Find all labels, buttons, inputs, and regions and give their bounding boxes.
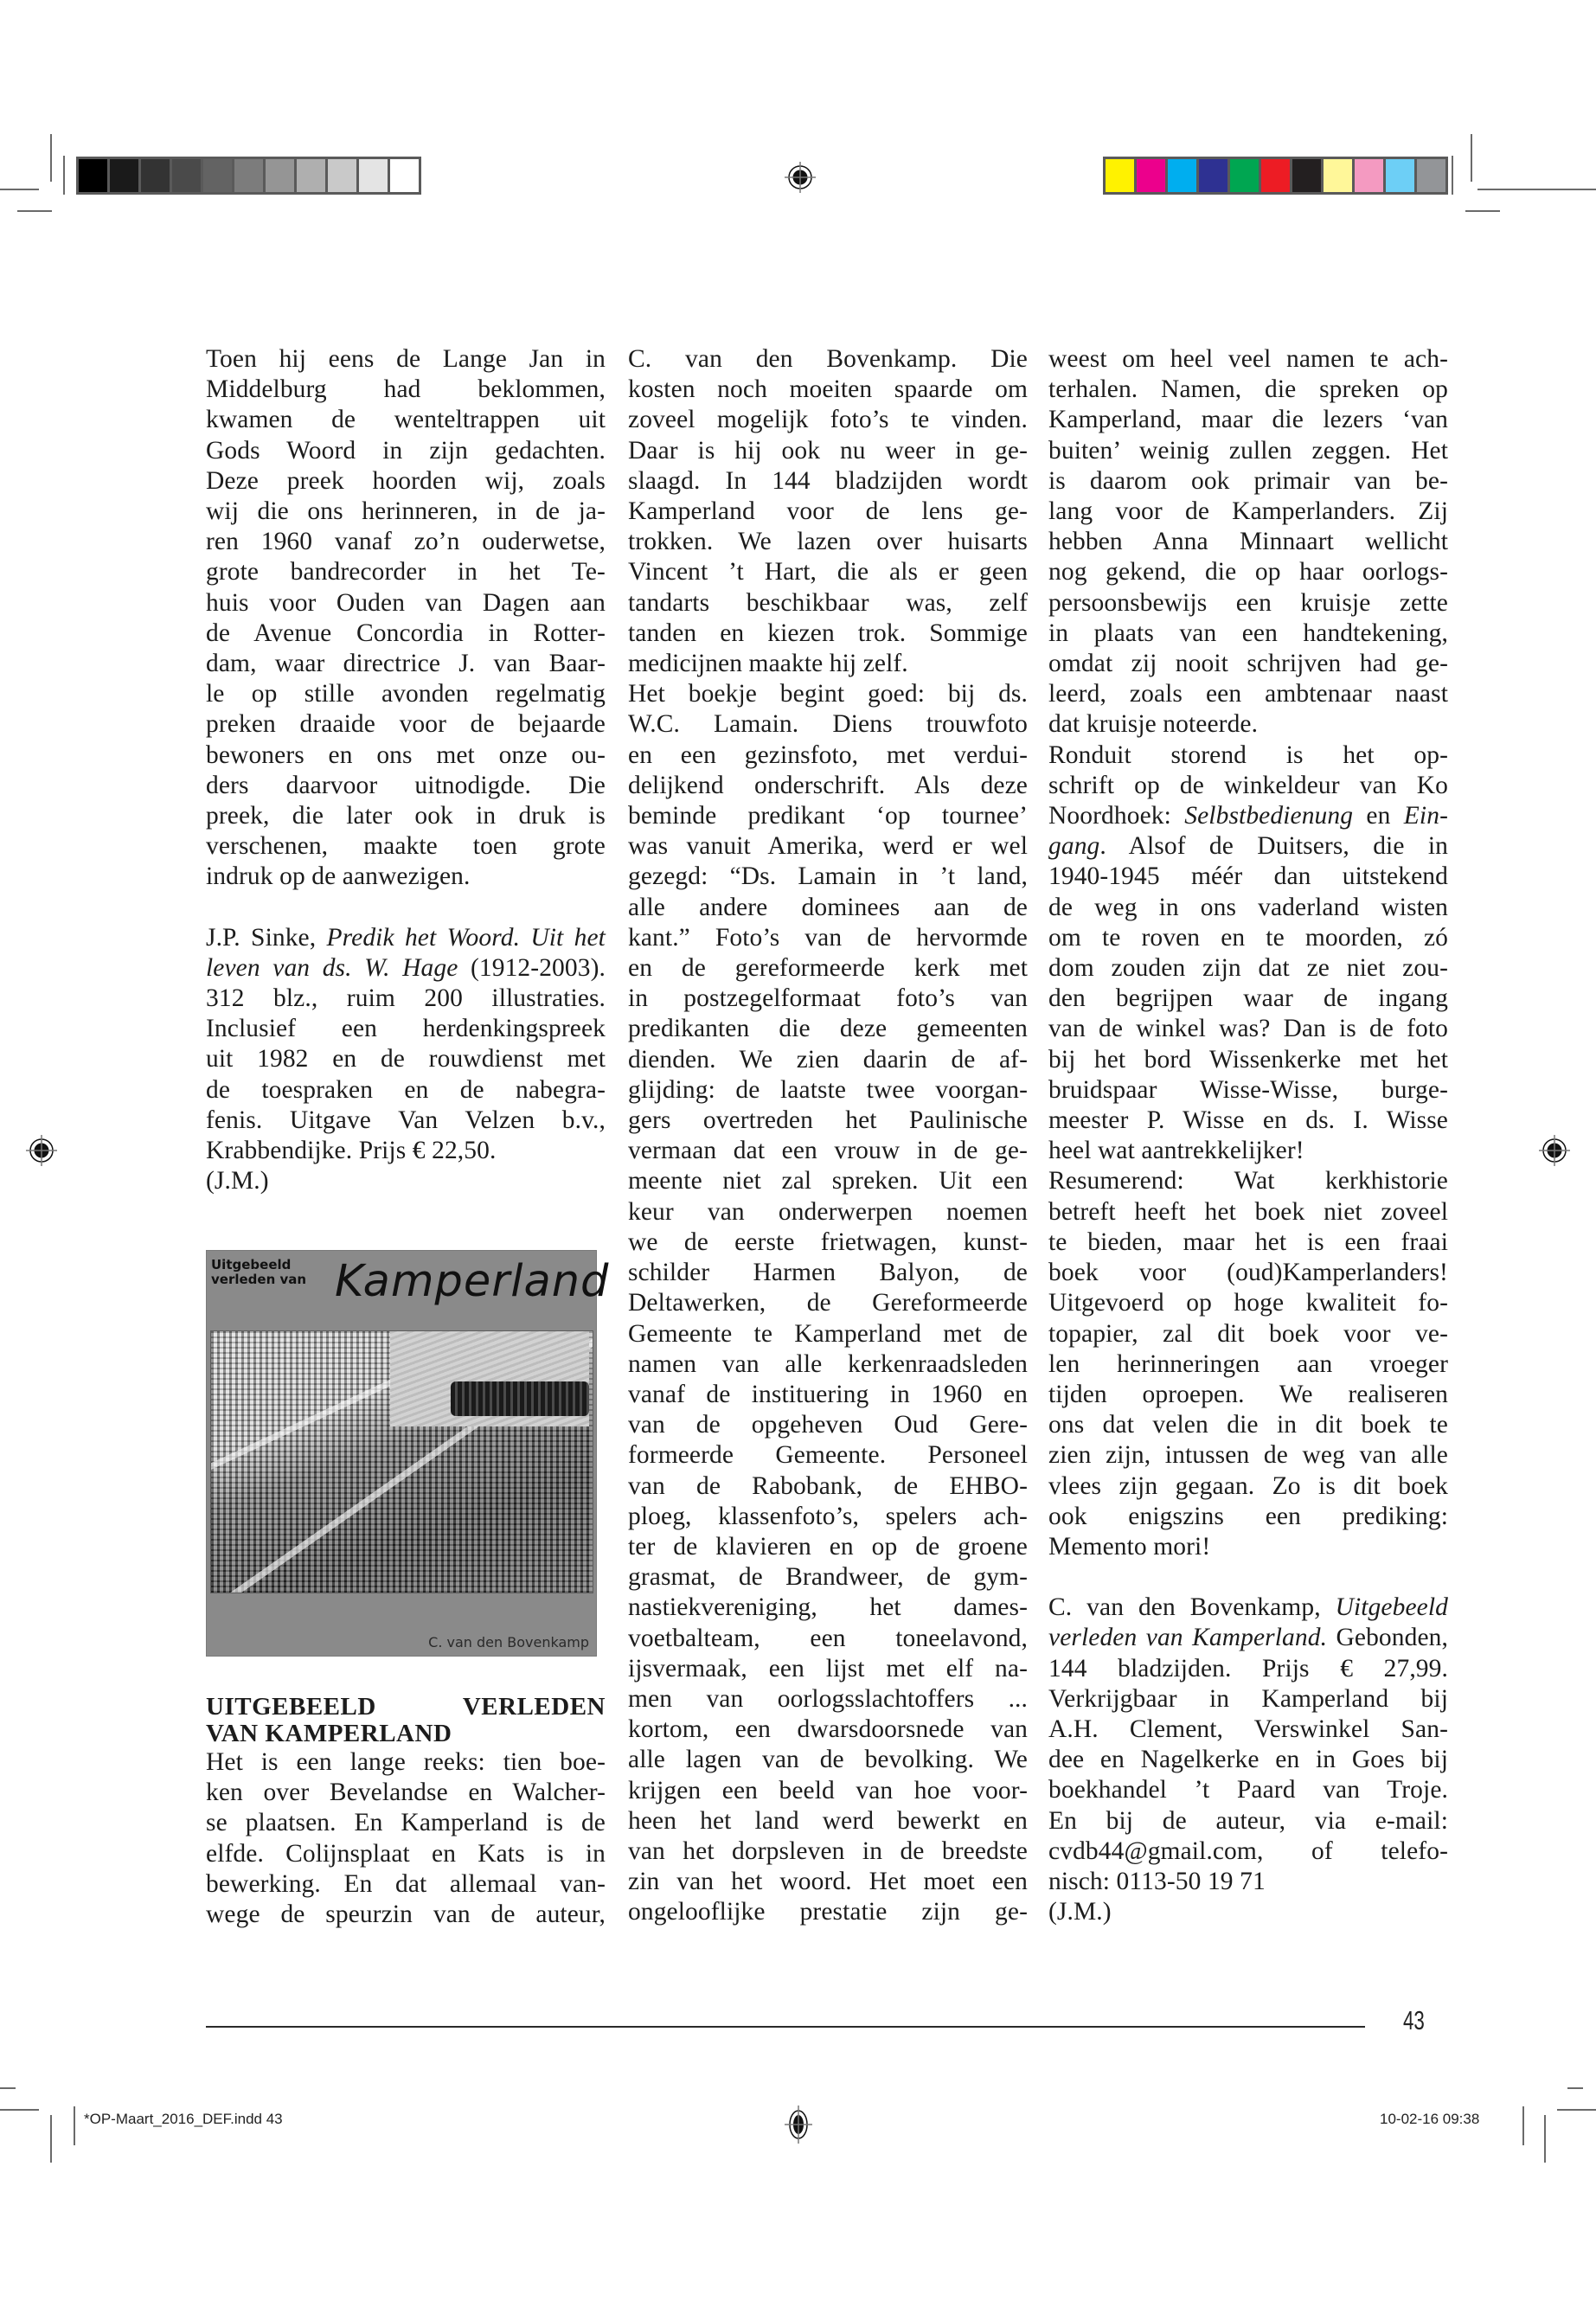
registration-target-icon <box>24 1133 59 1168</box>
text-line: persoonsbewijs een kruisje zette <box>1048 588 1448 617</box>
text-line: ken over Bevelandse en Walcher- <box>206 1779 606 1807</box>
text-line: heen het land werd bewerkt en <box>628 1806 1028 1835</box>
book-title: verleden van Kamperland. <box>1048 1624 1328 1652</box>
text-line: keur van onderwerpen noemen <box>628 1197 1028 1226</box>
text-line: ook enigszins een prediking: <box>1048 1502 1448 1530</box>
text-line: alle lagen van de bevolking. We <box>628 1746 1028 1774</box>
text-line: alle andere dominees aan de <box>628 893 1028 921</box>
text-line: meester P. Wisse en ds. I. Wisse <box>1048 1106 1448 1135</box>
text-line: Gods Woord in zijn gedachten. <box>206 436 606 465</box>
text-line: En bij de auteur, via e-mail: <box>1048 1806 1448 1835</box>
text-line: kant.” Foto’s van de hervormde <box>628 923 1028 952</box>
text-line: van het dorpsleven in de breedste <box>628 1836 1028 1865</box>
text-line: ders daarvoor uitnodigde. Die <box>206 771 606 799</box>
gray-swatch <box>297 159 325 192</box>
text-line: wij die ons herinneren, in de ja- <box>206 497 606 526</box>
text-line: Deltawerken, de Gereformeerde <box>628 1289 1028 1317</box>
color-swatch <box>1137 159 1165 192</box>
tree-row <box>451 1381 589 1416</box>
text-line: boek voor (oud)Kamperlanders! <box>1048 1259 1448 1287</box>
gray-swatch <box>390 159 419 192</box>
text-line: preken draaide voor de bejaarde <box>206 710 606 739</box>
text-line: is daarom ook primair van be- <box>1048 466 1448 495</box>
article-paragraph <box>206 1747 606 1930</box>
crop-mark <box>1522 2106 1524 2145</box>
text-line: huis voor Ouden van Dagen aan <box>206 588 606 617</box>
article-paragraph <box>206 344 606 893</box>
color-calibration-bar <box>1103 157 1448 195</box>
crop-mark <box>1465 210 1500 212</box>
text-line: W.C. Lamain. Diens trouwfoto <box>628 710 1028 739</box>
text-line: namen van alle kerkenraadsleden <box>628 1349 1028 1378</box>
book-citation-2: C. van den Bovenkamp, Uitgebeeld verleden van Kamperland. Gebonden, 144 bladzijden. Prijs € 27,99. Verkrijgbaar in Kamperland bij A.H. Clement, Verswinkel San- dee en Nagelkerke en in Goes bij boekhandel ’t Paard van Troje. En bij de auteur, via e-mail: cvdb44@gmail.com, of telefo- nisch: 0113-50 19 71 (J.M.) <box>1048 1593 1448 1927</box>
text-line: dienden. We zien daarin de af- <box>628 1045 1028 1074</box>
text-line: kortom, een dwarsdoorsnede van <box>628 1715 1028 1744</box>
text-line: medicijnen maakte hij zelf. <box>628 650 908 678</box>
text-line: kwamen de wenteltrappen uit <box>206 406 606 434</box>
text-line: glijding: de laatste twee voorgan- <box>628 1075 1028 1104</box>
crop-mark <box>63 156 65 195</box>
crop-mark <box>50 2115 52 2163</box>
crop-mark <box>0 2087 16 2089</box>
text-line: elfde. Colijnsplaat en Kats is in <box>206 1839 606 1868</box>
text-line: de Avenue Concordia in Rotter- <box>206 619 606 647</box>
text-line: ons dat velen die in dit boek te <box>1048 1411 1448 1439</box>
text-line: Resumerend: Wat kerkhistorie <box>1048 1167 1448 1195</box>
text-line: ren 1960 vanaf zo’n ouderwetse, <box>206 528 606 556</box>
text-line: indruk op de aanwezigen. <box>206 862 471 891</box>
text-line: Uitgevoerd op hoge kwaliteit fo- <box>1048 1289 1448 1317</box>
crop-mark <box>1471 134 1472 182</box>
book-title: leven van ds. W. Hage <box>206 953 458 982</box>
text-line: we de eerste frietwagen, kunst- <box>628 1227 1028 1256</box>
article-column-3 <box>1048 344 1448 1927</box>
crop-mark <box>1557 2109 1596 2111</box>
gray-swatch <box>79 159 107 192</box>
registration-target-icon <box>783 2104 814 2145</box>
text-line: tandarts beschikbaar was, zelf <box>628 588 1028 617</box>
grayscale-calibration-bar <box>76 157 421 195</box>
text-line: betreft heeft het boek niet zoveel <box>1048 1197 1448 1226</box>
text-line: leerd, zoals een ambtenaar naast <box>1048 680 1448 708</box>
text-line: predikanten die deze gemeenten <box>628 1015 1028 1043</box>
crop-mark <box>1544 2115 1546 2163</box>
text-line: Middelburg had beklommen, <box>206 375 606 404</box>
text-line: heel wat aantrekkelijker! <box>1048 1137 1304 1165</box>
text-line: fenis. Uitgave Van Velzen b.v., <box>206 1106 606 1134</box>
text-line: bruidspaar Wisse-Wisse, burge- <box>1048 1075 1448 1104</box>
gray-swatch <box>110 159 138 192</box>
text-line: van de opgeheven Oud Gere- <box>628 1411 1028 1439</box>
article-column-1-continued <box>206 1694 606 1930</box>
registration-target-icon <box>1537 1133 1572 1168</box>
text-line: preek, die later ook in druk is <box>206 802 606 830</box>
text-line: en de gereformeerde kerk met <box>628 954 1028 983</box>
text-line: krijgen een beeld van hoe voor- <box>628 1776 1028 1804</box>
text-line: de toespraken en de nabegra- <box>206 1075 606 1104</box>
article-column-2 <box>628 344 1028 1928</box>
crop-mark <box>1452 156 1453 195</box>
text-line: van de Rabobank, de EHBO- <box>628 1471 1028 1500</box>
book-title: Uitgebeeld <box>1335 1593 1448 1622</box>
text-line: weest om heel veel namen te ach- <box>1048 345 1448 373</box>
text-line: Het boekje begint goed: bij ds. <box>628 680 1028 708</box>
text-line: was vanuit Amerika, werd er wel <box>628 832 1028 861</box>
text-line: Toen hij eens de Lange Jan in <box>206 345 606 373</box>
gray-swatch <box>234 159 263 192</box>
text-line: vermaan dat een vrouw in de ge- <box>628 1137 1028 1165</box>
text-line: bewerking. En dat allemaal van- <box>206 1869 606 1898</box>
text-line: Memento mori! <box>1048 1532 1211 1561</box>
article-paragraph <box>1048 1166 1448 1562</box>
text-line: wege de speurzin van de auteur, <box>206 1900 606 1929</box>
text-line: omdat zij nooit schrijven had ge- <box>1048 650 1448 678</box>
book-title: Predik het Woord. Uit het <box>326 923 606 952</box>
color-swatch <box>1199 159 1227 192</box>
footer-rule <box>206 2026 1365 2028</box>
color-swatch <box>1230 159 1259 192</box>
text-line: den begrijpen waar de ingang <box>1048 984 1448 1013</box>
text-line: in postzegelformaat foto’s van <box>628 984 1028 1013</box>
text-line: boekhandel ’t Paard van Troje. <box>1048 1776 1448 1804</box>
text-line: ijsvermaak, een lijst met elf na- <box>628 1654 1028 1682</box>
crop-mark <box>1567 2087 1583 2089</box>
article-column-1 <box>206 344 606 1196</box>
text-line: gezegd: “Ds. Lamain in ’t land, <box>628 862 1028 891</box>
text-line: Kamperland, maar die lezers ‘van <box>1048 406 1448 434</box>
registration-target-icon <box>783 160 817 195</box>
text-line: bij het bord Wissenkerke met het <box>1048 1045 1448 1074</box>
text-line: trokken. We lazen over huisarts <box>628 528 1028 556</box>
gray-swatch <box>172 159 201 192</box>
color-swatch <box>1417 159 1445 192</box>
text-line: (J.M.) <box>1048 1898 1112 1926</box>
article-paragraph <box>628 344 1028 679</box>
text-line: lang voor de Kamperlanders. Zij <box>1048 497 1448 526</box>
text-line: zien zijn, intussen de weg van alle <box>1048 1441 1448 1470</box>
text-line: dee en Nagelkerke en in Goes bij <box>1048 1746 1448 1774</box>
text-line: zin van het woord. Het moet een <box>628 1868 1028 1896</box>
article-paragraph: Ronduit storend is het op- schrift op de winkeldeur van Ko Noordhoek: Selbstbedienung en Ein- gang. Alsof de Duitsers, die in 1940-1945 méér dan uitstekend de weg in ons vaderland wisten om te roven en te moorden, zó dom zouden zijn dat ze niet zou- den begrijpen waar de ingang van de winkel was? Dan is de foto bij het bord Wissenkerke met het bruidspaar Wisse-Wisse, burge- meester P. Wisse en ds. I. Wisse heel wat aantrekkelijker! <box>1048 740 1448 1167</box>
cover-author: C. van den Bovenkamp <box>428 1634 589 1650</box>
text-line: vanaf de instituering in 1960 en <box>628 1380 1028 1408</box>
text-line: in plaats van een handtekening, <box>1048 619 1448 647</box>
text-line: se plaatsen. En Kamperland is de <box>206 1809 606 1837</box>
text-line: delijkend onderschrift. Als deze <box>628 771 1028 799</box>
color-swatch <box>1324 159 1352 192</box>
text-line: en een gezinsfoto, met verdui- <box>628 740 1028 769</box>
text-line: de weg in ons vaderland wisten <box>1048 893 1448 921</box>
gray-swatch <box>359 159 388 192</box>
text-line: dom zouden zijn dat ze niet zou- <box>1048 954 1448 983</box>
cover-title: Kamperland <box>335 1256 610 1307</box>
text-line: nog gekend, die op haar oorlogs- <box>1048 558 1448 586</box>
text-line: ter de klavieren en op de groene <box>628 1532 1028 1561</box>
gray-swatch <box>328 159 356 192</box>
text-line: le op stille avonden regelmatig <box>206 680 606 708</box>
book-citation-1: J.P. Sinke, Predik het Woord. Uit het leven van ds. W. Hage (1912-2003). 312 blz., ruim 200 illustraties. Inclusief een herdenkingspreek uit 1982 en de rouwdienst met de toespraken en de nabegra- fenis. Uitgave Van Velzen b.v., Krabbendijke. Prijs € 22,50. (J.M.) <box>206 923 606 1197</box>
text-line: Krabbendijke. Prijs € 22,50. <box>206 1137 497 1165</box>
text-line: grasmat, de Brandweer, de gym- <box>628 1563 1028 1592</box>
text-line: Inclusief een herdenkingspreek <box>206 1015 606 1043</box>
text-line: Vincent ’t Hart, die als er geen <box>628 558 1028 586</box>
crop-mark <box>50 134 52 182</box>
text-line: van de winkel was? Dan is de foto <box>1048 1015 1448 1043</box>
text-line: Gemeente te Kamperland met de <box>628 1319 1028 1348</box>
gray-swatch <box>203 159 232 192</box>
text-line: voetbalteam, een toneelavond, <box>628 1624 1028 1652</box>
text-line: gers overtreden het Paulinische <box>628 1106 1028 1135</box>
article-paragraph <box>628 679 1028 1927</box>
slug-date: 10-02-16 09:38 <box>1380 2111 1480 2127</box>
gray-swatch <box>266 159 294 192</box>
text-line: meente niet zal spreken. Uit een <box>628 1167 1028 1195</box>
aerial-photo <box>210 1330 593 1593</box>
text-line: buiten’ weinig zullen zeggen. Het <box>1048 436 1448 465</box>
text-line: men van oorlogsslachtoffers ... <box>628 1684 1028 1713</box>
text-line: tijden oproepen. We realiseren <box>1048 1380 1448 1408</box>
text-line: hebben Anna Minnaart wellicht <box>1048 528 1448 556</box>
crop-mark <box>17 210 52 212</box>
text-line: formeerde Gemeente. Personeel <box>628 1441 1028 1470</box>
color-swatch <box>1355 159 1383 192</box>
cover-subtitle: Uitgebeeld verleden van <box>211 1257 307 1287</box>
text-line: Deze preek hoorden wij, zoals <box>206 466 606 495</box>
text-line: Verkrijgbaar in Kamperland bij <box>1048 1684 1448 1713</box>
color-swatch <box>1168 159 1196 192</box>
text-line: dat kruisje noteerde. <box>1048 710 1259 739</box>
book-cover-image <box>206 1250 610 1657</box>
text-line: Daar is hij ook nu weer in ge- <box>628 436 1028 465</box>
text-line: kosten noch moeiten spaarde om <box>628 375 1028 404</box>
text-line: 1940-1945 méér dan uitstekend <box>1048 862 1448 891</box>
text-line: 144 bladzijden. Prijs € 27,99. <box>1048 1654 1448 1682</box>
page-number: 43 <box>1403 2005 1425 2035</box>
text-line: dam, waar directrice J. van Baar- <box>206 650 606 678</box>
text-line: 312 blz., ruim 200 illustraties. <box>206 984 606 1013</box>
color-swatch <box>1292 159 1321 192</box>
text-line: Kamperland voor de lens ge- <box>628 497 1028 526</box>
gray-swatch <box>141 159 170 192</box>
text-line: grote bandrecorder in het Te- <box>206 558 606 586</box>
text-line: topapier, zal dit boek voor ve- <box>1048 1319 1448 1348</box>
text-line: om te roven en te moorden, zó <box>1048 923 1448 952</box>
color-swatch <box>1386 159 1414 192</box>
text-line: (J.M.) <box>206 1167 269 1195</box>
text-line: tanden en kiezen trok. Sommige <box>628 619 1028 647</box>
crop-mark <box>1477 189 1596 190</box>
text-line: te bieden, maar het is een fraai <box>1048 1227 1448 1256</box>
crop-mark <box>74 2106 75 2145</box>
text-line: slaagd. In 144 bladzijden wordt <box>628 466 1028 495</box>
text-line: nisch: 0113-50 19 71 <box>1048 1867 1266 1895</box>
text-line: verschenen, maakte toen grote <box>206 832 606 861</box>
color-swatch <box>1106 159 1134 192</box>
text-line: uit 1982 en de rouwdienst met <box>206 1045 606 1074</box>
text-line: vlees zijn gegaan. Zo is dit boek <box>1048 1471 1448 1500</box>
text-line: ongelooflijke prestatie zijn ge- <box>628 1898 1028 1926</box>
text-line: cvdb44@gmail.com, of telefo- <box>1048 1836 1448 1865</box>
article-paragraph <box>1048 344 1448 740</box>
text-line: schilder Harmen Balyon, de <box>628 1259 1028 1287</box>
text-line: A.H. Clement, Verswinkel San- <box>1048 1715 1448 1743</box>
text-line: bewoners en ons met onze ou- <box>206 740 606 769</box>
color-swatch <box>1261 159 1290 192</box>
text-line: ploeg, klassenfoto’s, spelers ach- <box>628 1502 1028 1530</box>
slug-filename: *OP-Maart_2016_DEF.indd 43 <box>84 2111 283 2127</box>
text-line: C. van den Bovenkamp. Die <box>628 345 1028 373</box>
text-line: len herinneringen aan vroeger <box>1048 1349 1448 1378</box>
text-line: beminde predikant ‘op tournee’ <box>628 802 1028 830</box>
text-line: zoveel mogelijk foto’s te vinden. <box>628 406 1028 434</box>
crop-mark <box>0 2109 39 2111</box>
text-line: Het is een lange reeks: tien boe- <box>206 1748 606 1776</box>
text-line: terhalen. Namen, die spreken op <box>1048 375 1448 404</box>
crop-mark <box>0 189 39 190</box>
text-line: nastiekvereniging, het dames- <box>628 1593 1028 1622</box>
section-heading: UITGEBEELD VERLEDEN VAN KAMPERLAND <box>206 1693 606 1747</box>
